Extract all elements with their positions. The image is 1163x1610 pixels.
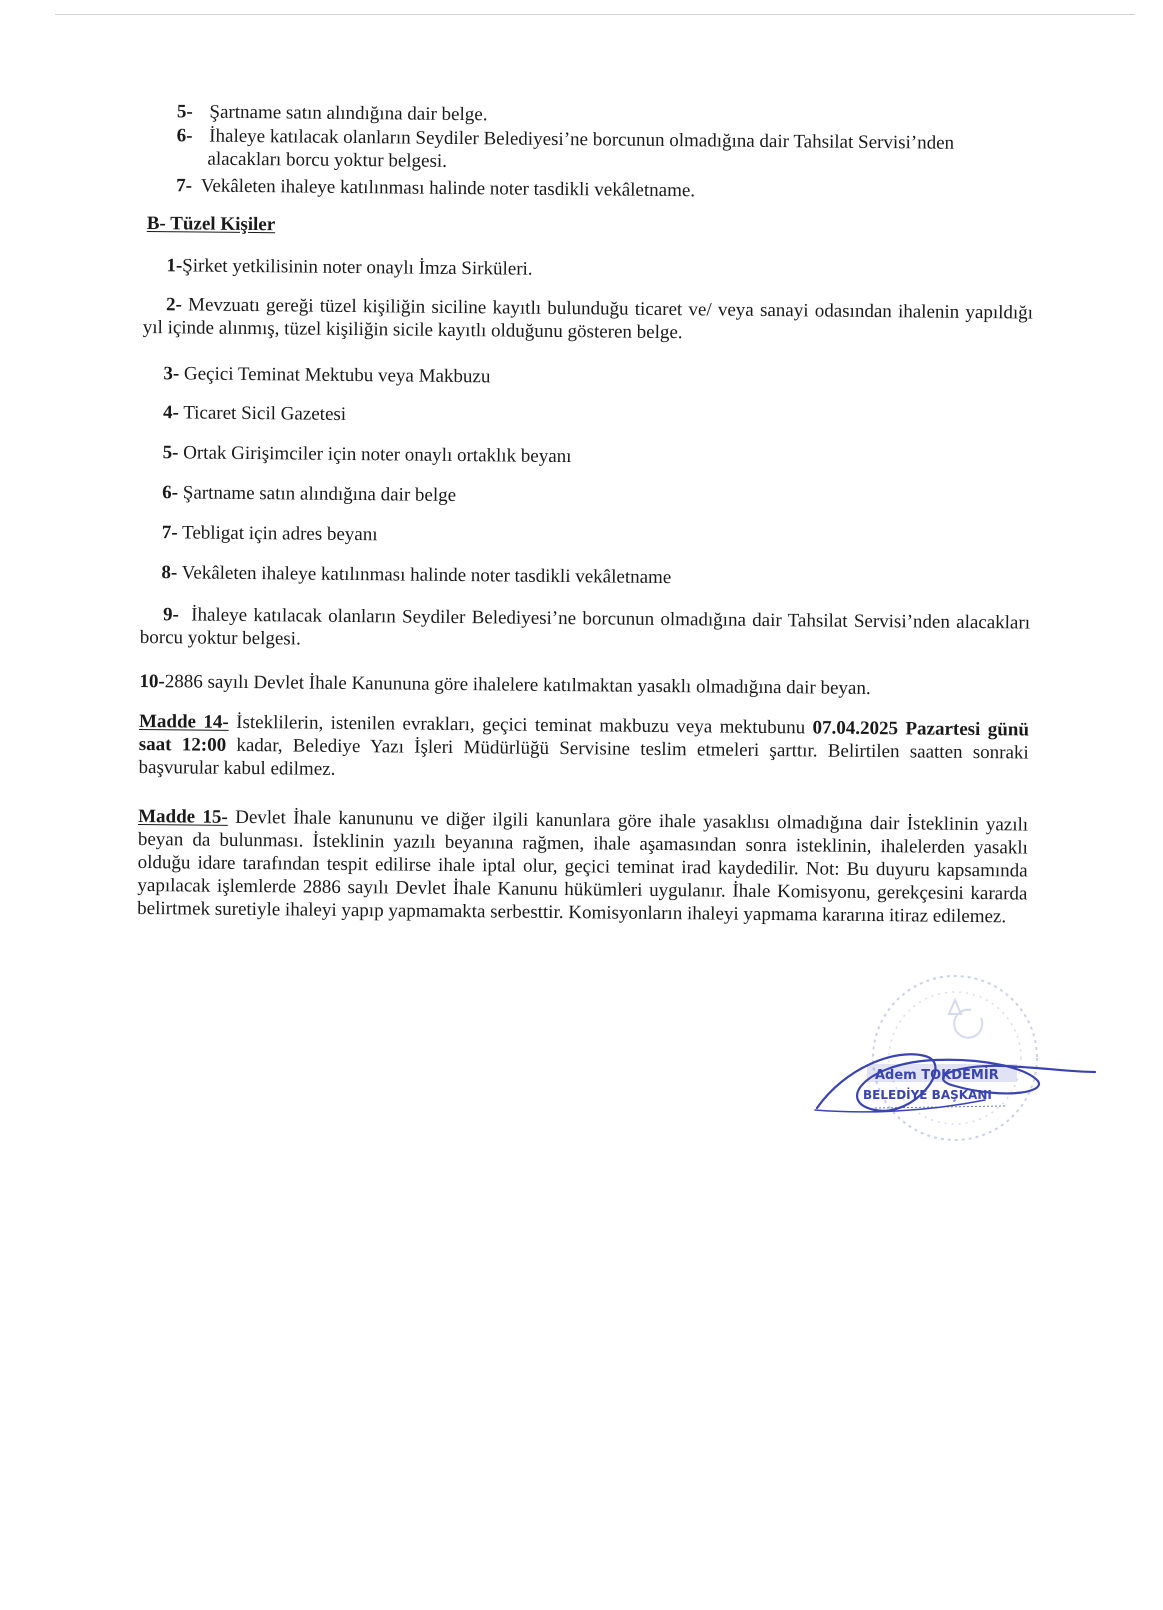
list-item: 7- Tebligat için adres beyanı (161, 522, 378, 546)
official-stamp-signature (805, 968, 1105, 1168)
list-item: 5- Şartname satın alındığına dair belge. (176, 101, 488, 126)
list-item: 6- İhaleye katılacak olanların Seydiler Belediyesi’ne borcunun olmadığına dair Tahsilat Servisi’nden (176, 125, 955, 154)
list-item: 2- Mevzuatı gereği tüzel kişiliğin siciline kayıtlı bulunduğu ticaret ve/ veya sanayi odasından ihalenin yapıldığı yıl içinde alınmış, tüzel kişiliğin sicile kayıtlı olduğunu gösteren belge. (142, 294, 1034, 344)
stamp-title: BELEDİYE BAŞKANI (863, 1088, 992, 1102)
deadline-date: 07.04.2025 Pazartesi günü saat 12:00 (138, 717, 1030, 756)
list-item: 10-2886 sayılı Devlet İhale Kanununa göre ihalelere katılmaktan yasaklı olmadığına dair beyan. (139, 670, 871, 699)
list-item: 5- Ortak Girişimciler için noter onaylı ortaklık beyanı (162, 442, 572, 468)
section-title: B- Tüzel Kişiler (146, 213, 276, 236)
seal-emblem (949, 1000, 982, 1038)
article-title: Madde 15- (138, 805, 228, 828)
article-title: Madde 14- (138, 710, 229, 733)
list-item: 3- Geçici Teminat Mektubu veya Makbuzu (163, 363, 491, 388)
list-item: 1-Şirket yetkilisinin noter onaylı İmza Sirküleri. (166, 255, 533, 280)
article-15: Madde 15- Devlet İhale kanununu ve diğer ilgili kanunlara göre ihale yasaklısı olmadığına dair İsteklinin yazılı beyan da bulunması. İsteklinin yazılı beyanına rağmen, ihale aşamasından sonra isteklinin, ihalelerden yasaklı olduğu idare tarafından tespit edilirse ihale iptal olur, geçici teminat irad kaydedilir. Not: Bu duyuru kapsamında yapılacak işlemlerde 2886 sayılı Devlet İhale Kanunu hükümleri uygulanır. İhale Komisyonu, gerekçesini kararda belirtmek suretiyle ihaleyi yapıp yapmamakta serbesttir. Komisyonların ihaleyi yapmama kararına itiraz edilemez. (137, 805, 1029, 928)
list-item: 4- Ticaret Sicil Gazetesi (162, 402, 347, 425)
list-item: 8- Vekâleten ihaleye katılınması halinde noter tasdikli vekâletname (161, 562, 672, 589)
list-item: 6- Şartname satın alındığına dair belge (162, 482, 457, 507)
list-item-continuation: alacakları borcu yoktur belgesi. (207, 148, 448, 172)
stamp-name: Adem TOKDEMİR (875, 1068, 999, 1083)
list-item: 7- Vekâleten ihaleye katılınması halinde noter tasdikli vekâletname. (176, 175, 696, 202)
list-item: 9- İhaleye katılacak olanların Seydiler Belediyesi’ne borcunun olmadığına dair Tahsilat Servisi’nden alacakları borcu yoktur belgesi. (139, 604, 1031, 650)
article-14: Madde 14- İsteklilerin, istenilen evrakları, geçici teminat makbuzu veya mektubunu 07.04.2025 Pazartesi günü saat 12:00 kadar, Belediye Yazı İşleri Müdürlüğü Servisine teslim etmeleri şarttır. Belirtilen saatten sonraki başvurular kabul edilmez. (138, 710, 1030, 780)
